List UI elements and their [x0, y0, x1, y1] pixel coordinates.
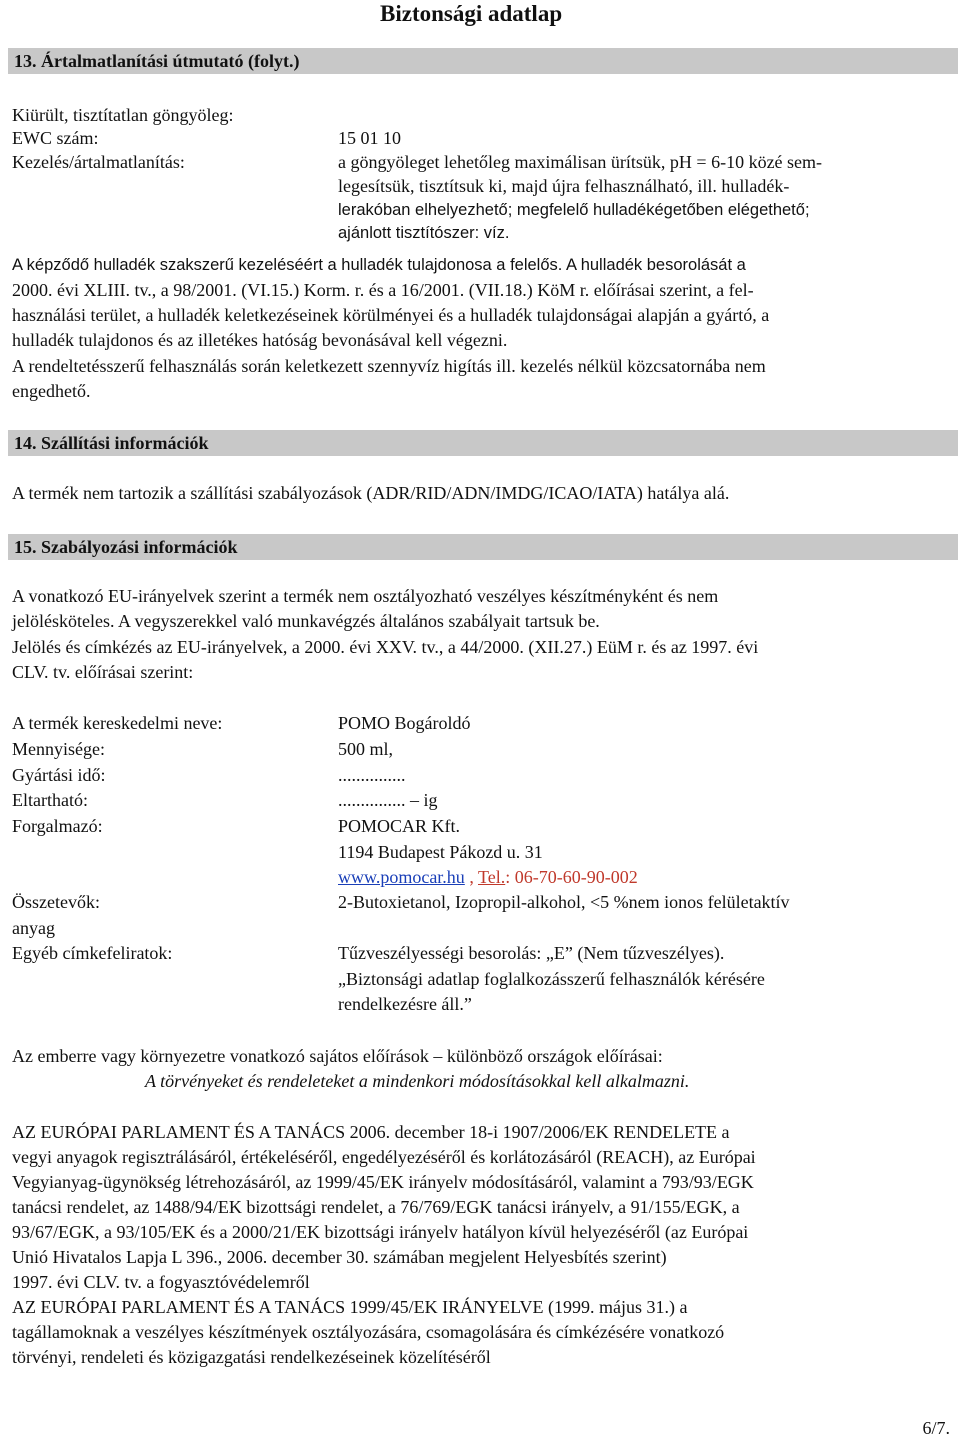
paragraph-line: hulladék tulajdonos és az illetékes hatóság bevonásával kell végezni.	[12, 330, 508, 350]
paragraph-line: használási terület, a hulladék keletkezéseinek körülményei és a hulladék tulajdonságai alapján a gyártó, a	[12, 305, 770, 325]
product-name-value: POMO Bogároldó	[338, 713, 471, 733]
distributor-label: Forgalmazó:	[12, 816, 103, 836]
regulation-line: CLV. tv. előírásai szerint:	[12, 662, 194, 682]
distributor-address: 1194 Budapest Pákozd u. 31	[338, 842, 543, 862]
eu-regulation-line: tanácsi rendelet, az 1488/94/EK bizottsági rendelet, a 76/769/EGK tanácsi irányelv, a 91/155/EGK, a	[12, 1197, 740, 1217]
section-14-heading: 14. Szállítási információk	[14, 433, 209, 453]
eu-regulation-line: AZ EURÓPAI PARLAMENT ÉS A TANÁCS 1999/45/EK IRÁNYELVE (1999. május 31.) a	[12, 1297, 688, 1317]
ingredients-label-cont: anyag	[12, 918, 55, 938]
paragraph-line: 2000. évi XLIII. tv., a 98/2001. (VI.15.) Korm. r. és a 16/2001. (VII.18.) KöM r. előírásai szerint, a fel-	[12, 280, 754, 300]
eu-regulation-line: AZ EURÓPAI PARLAMENT ÉS A TANÁCS 2006. december 18-i 1907/2006/EK RENDELETE a	[12, 1122, 730, 1142]
distributor-contact	[338, 866, 638, 888]
ingredients-label: Összetevők:	[12, 892, 100, 912]
section-13-heading: 13. Ártalmatlanítási útmutató (folyt.)	[14, 51, 300, 71]
distributor-name: POMOCAR Kft.	[338, 816, 461, 836]
eu-regulation-line: Vegyianyag-ügynökség létrehozásáról, az 1999/45/EK irányelv módosításáról, valamint a 793/93/EGK	[12, 1172, 754, 1192]
section-13-bar	[8, 48, 958, 74]
tel-number: : 06-70-60-90-002	[505, 867, 638, 887]
eu-regulation-line: vegyi anyagok regisztrálásáról, értékeléséről, engedélyezéséről és korlátozásáról (REACH), az Európai	[12, 1147, 756, 1167]
treatment-line: lerakóban elhelyezhető; megfelelő hulladékégetőben elégethető;	[338, 201, 810, 219]
section-15-heading: 15. Szabályozási információk	[14, 537, 238, 557]
production-date-label: Gyártási idő:	[12, 765, 106, 785]
ingredients-value: 2-Butoxietanol, Izopropil-alkohol, <5 %nem ionos felületaktív	[338, 892, 790, 912]
treatment-label: Kezelés/ártalmatlanítás:	[12, 152, 185, 172]
quantity-value: 500 ml,	[338, 739, 394, 759]
paragraph-line: A képződő hulladék szakszerű kezeléséért a hulladék tulajdonosa a felelős. A hulladék besorolását a	[12, 256, 746, 274]
ewc-value: 15 01 10	[338, 128, 401, 148]
product-name-label: A termék kereskedelmi neve:	[12, 713, 223, 733]
other-label-line: Tűzveszélyességi besorolás: „E” (Nem tűzveszélyes).	[338, 943, 725, 963]
transport-text: A termék nem tartozik a szállítási szabályozások (ADR/RID/ADN/IMDG/ICAO/IATA) hatálya alá.	[12, 483, 730, 503]
tel-label: Tel.	[478, 867, 506, 887]
page-number: 6/7.	[922, 1418, 950, 1438]
ewc-label: EWC szám:	[12, 128, 99, 148]
section-15-bar	[8, 534, 958, 560]
eu-regulation-line: tagállamoknak a veszélyes készítmények osztályozására, csomagolására és címkézésére vonatkozó	[12, 1322, 725, 1342]
packaging-title: Kiürült, tisztítatlan göngyöleg:	[12, 105, 234, 125]
eu-regulation-line: Unió Hivatalos Lapja L 396., 2006. december 30. számában megjelent Helyesbítés szerint)	[12, 1247, 667, 1267]
national-heading: Az emberre vagy környezetre vonatkozó sajátos előírások – különböző országok előírásai:	[12, 1046, 663, 1066]
paragraph-line: A rendeltetésszerű felhasználás során keletkezett szennyvíz higítás ill. kezelés nélkül közcsatornába nem	[12, 356, 766, 376]
treatment-line: a göngyöleget lehetőleg maximálisan ürítsük, pH = 6-10 közé sem-	[338, 152, 823, 172]
regulation-line: jelölésköteles. A vegyszerekkel való munkavégzés általános szabályait tartsuk be.	[12, 611, 600, 631]
regulation-line: A vonatkozó EU-irányelvek szerint a termék nem osztályozható veszélyes készítményként és nem	[12, 586, 719, 606]
production-date-value: ...............	[338, 765, 406, 785]
national-italic-note: A törvényeket és rendeleteket a mindenkori módosításokkal kell alkalmazni.	[145, 1071, 690, 1091]
document-title: Biztonsági adatlap	[380, 1, 563, 26]
eu-regulation-line: 93/67/EGK, a 93/105/EK és a 2000/21/EK bizottsági irányelv hatályon kívül helyezéséről (az Európai	[12, 1222, 749, 1242]
eu-regulation-line: 1997. évi CLV. tv. a fogyasztóvédelemről	[12, 1272, 310, 1292]
other-label: Egyéb címkefeliratok:	[12, 943, 173, 963]
section-14-bar	[8, 430, 958, 456]
paragraph-line: engedhető.	[12, 381, 91, 401]
other-label-line: „Biztonsági adatlap foglalkozásszerű felhasználók kérésére	[338, 969, 765, 989]
treatment-line: ajánlott tisztítószer: víz.	[338, 224, 510, 242]
quantity-label: Mennyisége:	[12, 739, 105, 759]
treatment-line: legesítsük, tisztítsuk ki, majd újra felhasználható, ill. hulladék-	[338, 176, 790, 196]
tel-separator: ,	[464, 867, 478, 887]
shelf-life-value: ............... – ig	[338, 790, 438, 810]
shelf-life-label: Eltartható:	[12, 790, 88, 810]
eu-regulation-line: törvényi, rendeleti és közigazgatási rendelkezéseinek közelítéséről	[12, 1347, 491, 1367]
regulation-line: Jelölés és címkézés az EU-irányelvek, a 2000. évi XXV. tv., a 44/2000. (XII.27.) EüM r. és az 1997. évi	[12, 637, 759, 657]
other-label-line: rendelkezésre áll.”	[338, 994, 472, 1014]
website-link[interactable]: www.pomocar.hu	[338, 867, 465, 887]
